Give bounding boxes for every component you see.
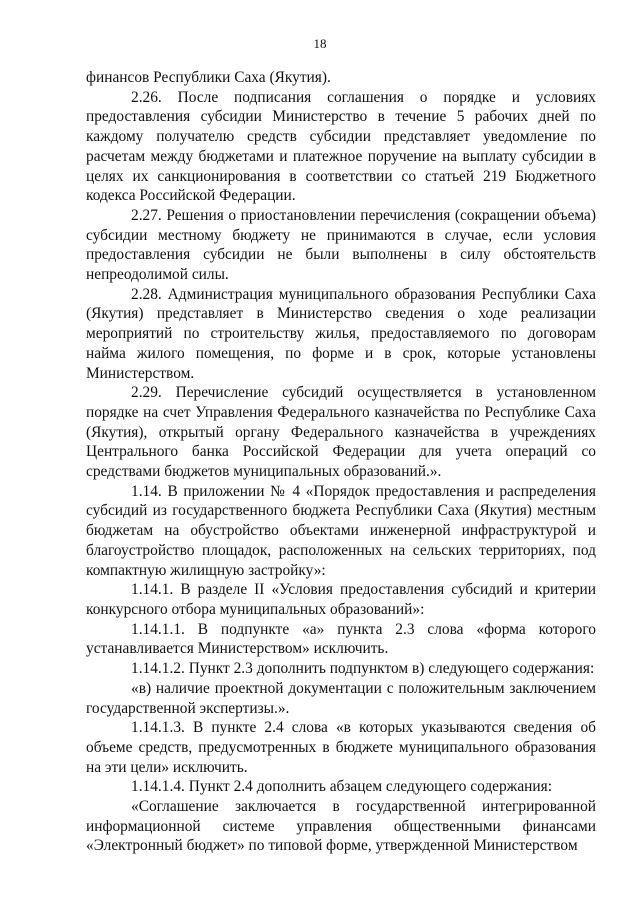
paragraph-1-14-1-3: 1.14.1.3. В пункте 2.4 слова «в которых указываются сведения об объеме средств, предусмотренных в бюджете муниципального образования на эти цели» исключить. — [86, 719, 596, 776]
paragraph-1-14-1-1: 1.14.1.1. В подпункте «а» пункта 2.3 слова «форма которого устанавливается Министерством» исключить. — [86, 620, 596, 658]
paragraph-agreement-quote: «Соглашение заключается в государственной интегрированной информационной системе управления общественными финансами «Электронный бюджет» по типовой форме, утвержденной Министерством — [86, 798, 596, 855]
paragraph-2-29: 2.29. Перечисление субсидий осуществляется в установленном порядке на счет Управления Федерального казначейства по Республике Саха (Якутия), открытый органу Федерального казначейства в учреждениях Центрального банка Российской Федерации для учета операций со средствами бюджетов муниципальных образований.». — [86, 384, 596, 481]
paragraph-1-14: 1.14. В приложении № 4 «Порядок предоставления и распределения субсидий из государственного бюджета Республики Саха (Якутия) местным бюджетам на обустройство объектами инженерной инфраструктурой и благоустройство площадок, расположенных на сельских территориях, под компактную жилищную застройку»: — [86, 482, 596, 579]
paragraph-subitem-v: «в) наличие проектной документации с положительным заключением государственной экспертизы.». — [86, 679, 596, 717]
paragraph-1-14-1-4: 1.14.1.4. Пункт 2.4 дополнить абзацем следующего содержания: — [131, 778, 552, 796]
paragraph-2-26: 2.26. После подписания соглашения о порядке и условиях предоставления субсидии Министерство в течение 5 рабочих дней по каждому получателю средств субсидии представляет уведомление по расчетам между бюджетами и платежное поручение на выплату субсидии в целях их санкционирования в соответствии со статьей 219 Бюджетного кодекса Российской Федерации. — [86, 88, 596, 205]
paragraph-1-14-1: 1.14.1. В разделе II «Условия предоставления субсидий и критерии конкурсного отбора муниципальных образований»: — [86, 581, 596, 618]
paragraph-2-28: 2.28. Администрация муниципального образования Республики Саха (Якутия) представляет в Министерство сведения о ходе реализации мероприятий по строительству жилья, предоставляемого по договорам найма жилого помещения, по форме и в срок, которые установлены Министерством. — [86, 285, 596, 382]
paragraph-1-14-1-2: 1.14.1.2. Пункт 2.3 дополнить подпунктом в) следующего содержания: — [131, 660, 595, 678]
paragraph-2-27: 2.27. Решения о приостановлении перечисления (сокращении объема) субсидии местному бюджету не принимаются в случае, если условия предоставления субсидии не были выполнены в силу обстоятельств непреодолимой силы. — [86, 206, 596, 284]
page-number: 18 — [313, 36, 327, 51]
paragraph-continuation: финансов Республики Саха (Якутия). — [86, 69, 331, 86]
document-body — [86, 68, 596, 856]
